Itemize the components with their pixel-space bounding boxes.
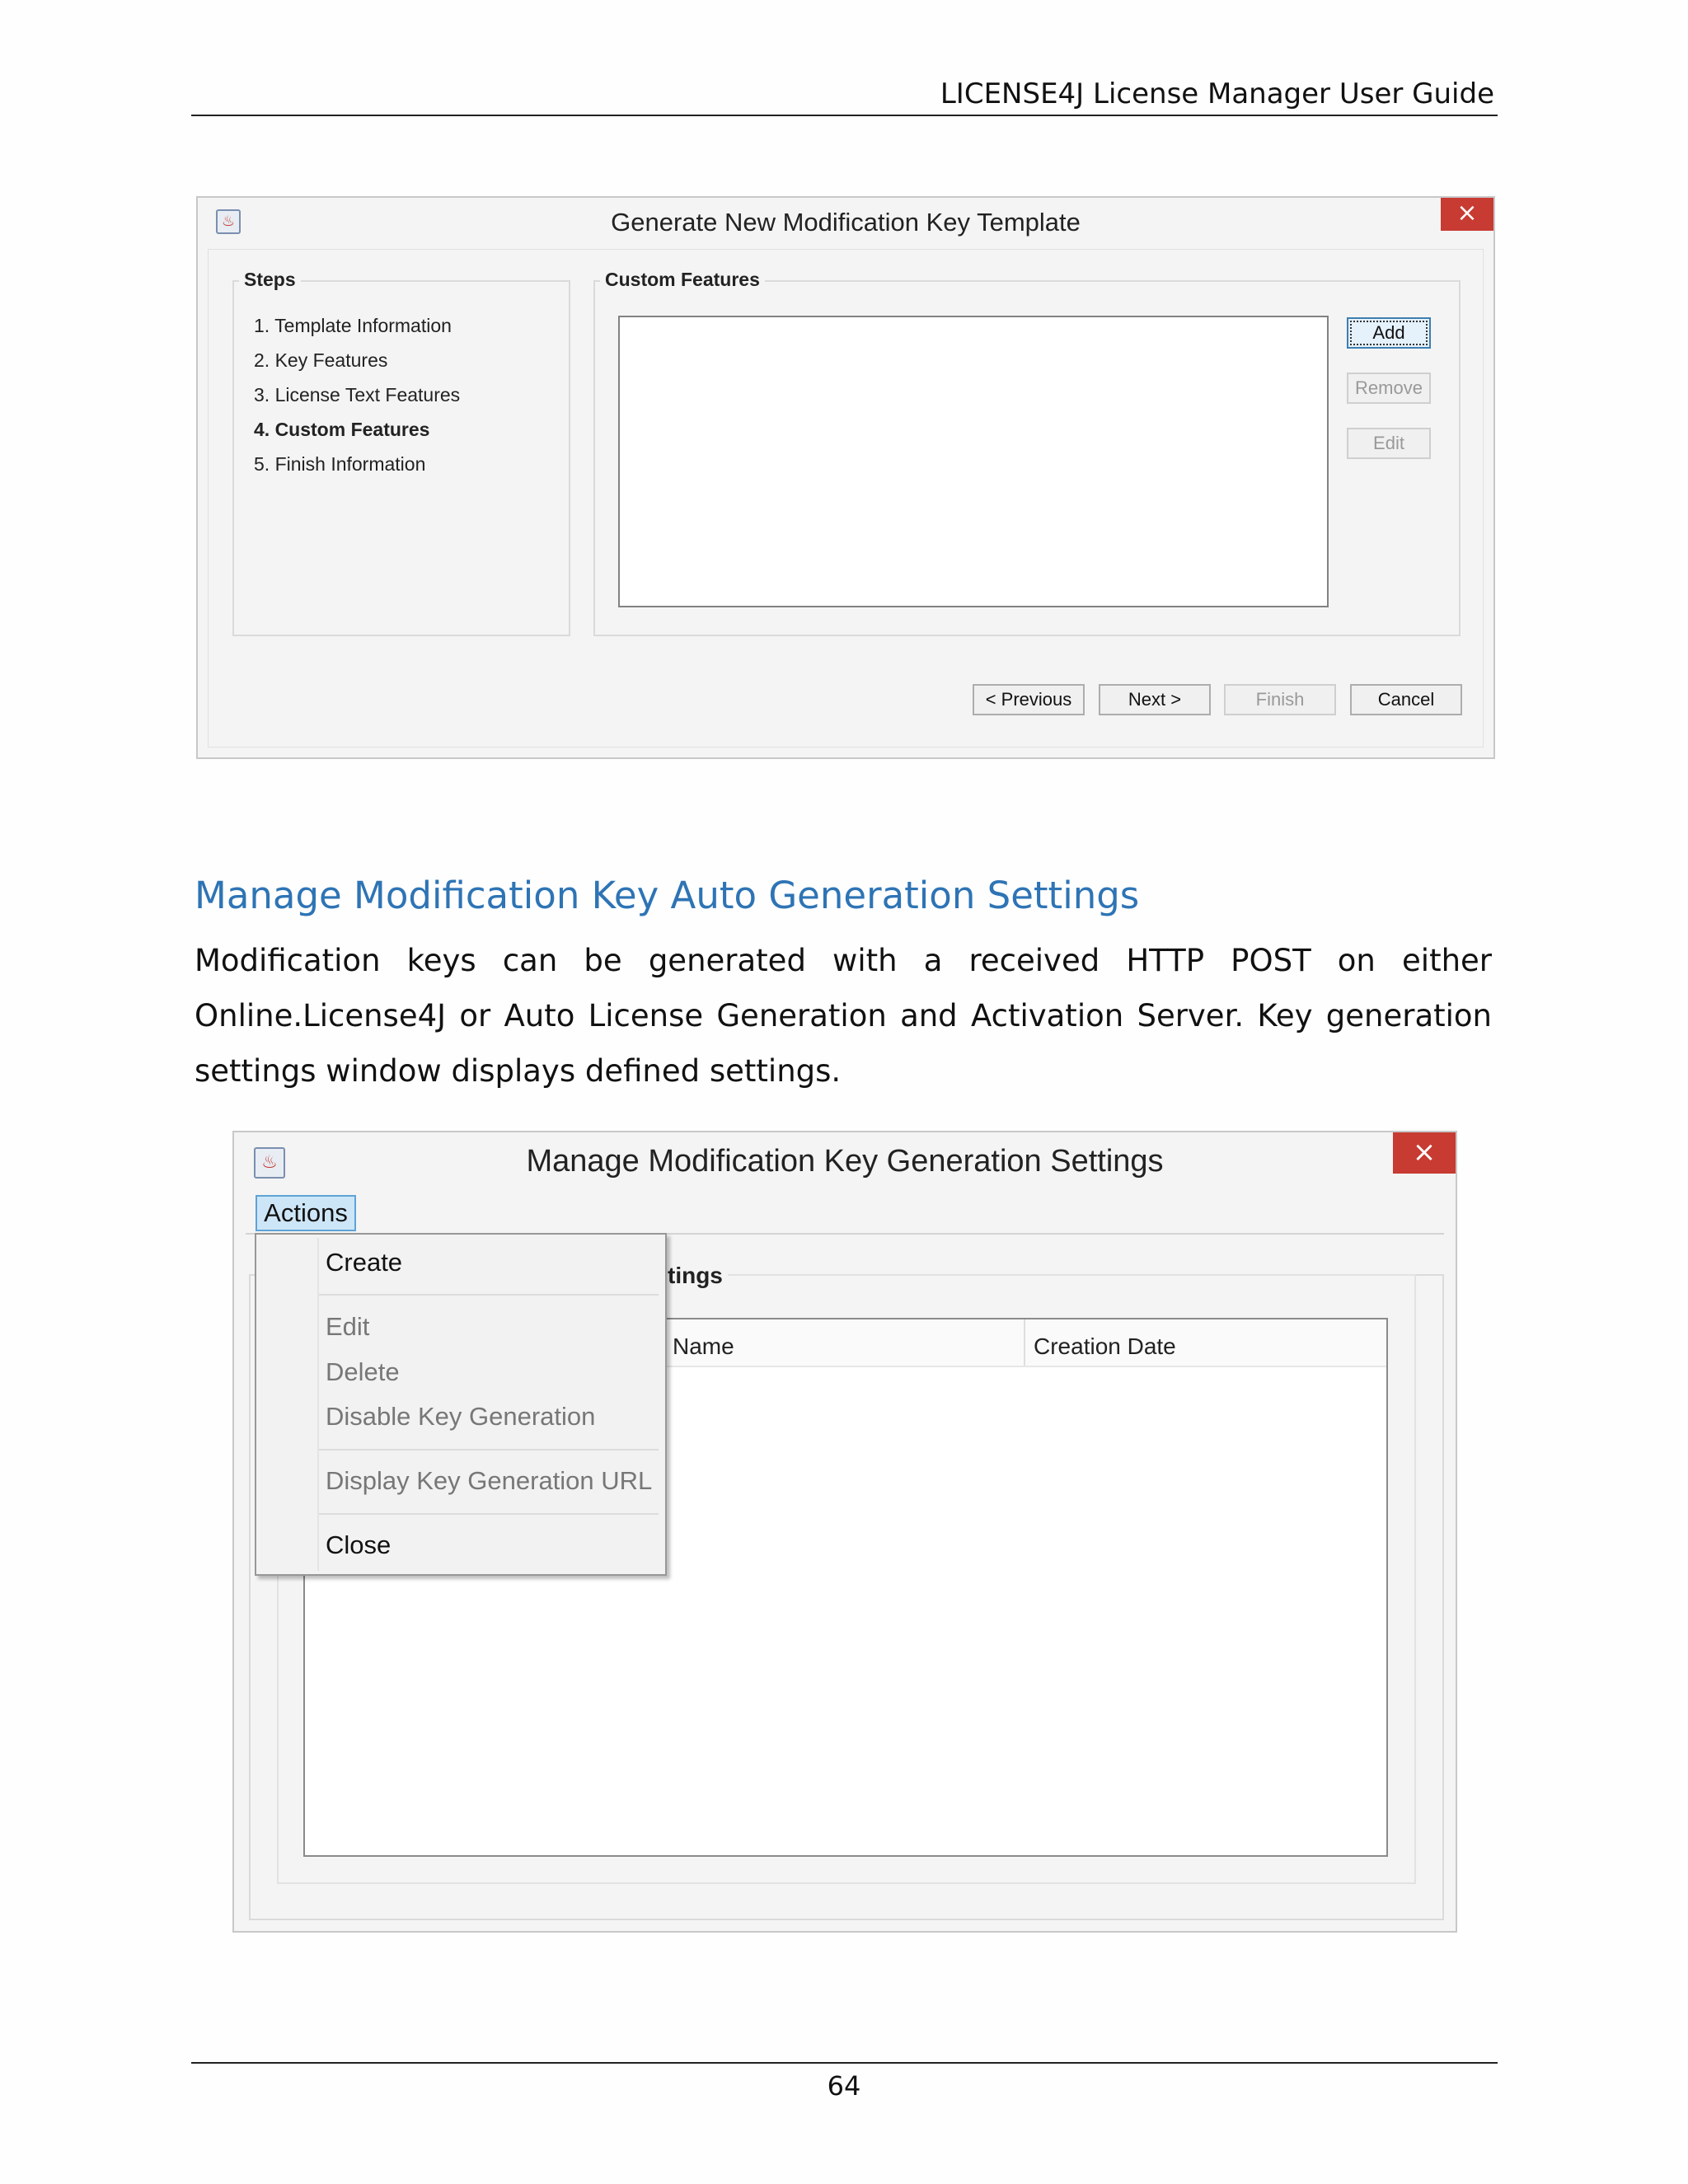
previous-button[interactable]: < Previous [973, 684, 1085, 715]
menu-separator [319, 1294, 659, 1296]
page-number: 64 [827, 2070, 861, 2102]
section-heading: Manage Modification Key Auto Generation Settings [195, 874, 1140, 917]
header-rule [191, 115, 1498, 116]
cancel-button[interactable]: Cancel [1350, 684, 1462, 715]
column-divider [1024, 1319, 1025, 1366]
paragraph-line: settings window displays defined settings. [195, 1053, 842, 1089]
next-button[interactable]: Next > [1099, 684, 1211, 715]
menu-bar [246, 1193, 1444, 1235]
paragraph-line: Modification keys can be generated with a received HTTP POST on either [195, 943, 1492, 978]
menu-item-delete[interactable]: Delete [326, 1357, 400, 1386]
custom-features-legend: Custom Features [600, 269, 765, 291]
close-icon[interactable]: × [1393, 1132, 1456, 1174]
menu-gutter [317, 1238, 319, 1571]
generate-template-window [196, 196, 1495, 759]
menu-separator [319, 1449, 659, 1451]
edit-button[interactable]: Edit [1347, 428, 1431, 459]
footer-rule [191, 2062, 1498, 2064]
java-app-icon: ♨ [254, 1147, 285, 1179]
custom-features-list[interactable] [618, 316, 1329, 607]
step-item: 3. License Text Features [254, 384, 461, 405]
window-title: Manage Modification Key Generation Settings [526, 1144, 1164, 1179]
section-paragraph [195, 933, 1492, 1099]
menu-item-edit[interactable]: Edit [326, 1312, 370, 1341]
remove-button[interactable]: Remove [1347, 373, 1431, 404]
steps-legend: Steps [239, 269, 301, 291]
window-title: Generate New Modification Key Template [611, 208, 1081, 237]
finish-button[interactable]: Finish [1224, 684, 1336, 715]
step-item: 1. Template Information [254, 315, 452, 336]
java-app-icon: ♨ [216, 209, 241, 234]
menu-item-display-url[interactable]: Display Key Generation URL [326, 1466, 653, 1495]
column-header-name[interactable]: Name [673, 1333, 734, 1359]
menu-item-create[interactable]: Create [326, 1248, 403, 1277]
close-icon[interactable]: × [1441, 198, 1493, 231]
step-item-active: 4. Custom Features [254, 419, 430, 440]
actions-dropdown [255, 1233, 667, 1576]
step-item: 2. Key Features [254, 349, 388, 371]
menu-item-disable-key-generation[interactable]: Disable Key Generation [326, 1402, 596, 1431]
column-header-creation-date[interactable]: Creation Date [1034, 1333, 1176, 1359]
settings-legend-fragment: tings [663, 1263, 728, 1289]
menu-item-close[interactable]: Close [326, 1530, 392, 1559]
actions-menu[interactable]: Actions [256, 1195, 356, 1231]
page-header-title: LICENSE4J License Manager User Guide [940, 77, 1494, 110]
paragraph-line: Online.License4J or Auto License Generation and Activation Server. Key generation [195, 998, 1492, 1033]
menu-separator [319, 1513, 659, 1515]
step-item: 5. Finish Information [254, 453, 426, 475]
add-button[interactable]: Add [1347, 317, 1431, 349]
